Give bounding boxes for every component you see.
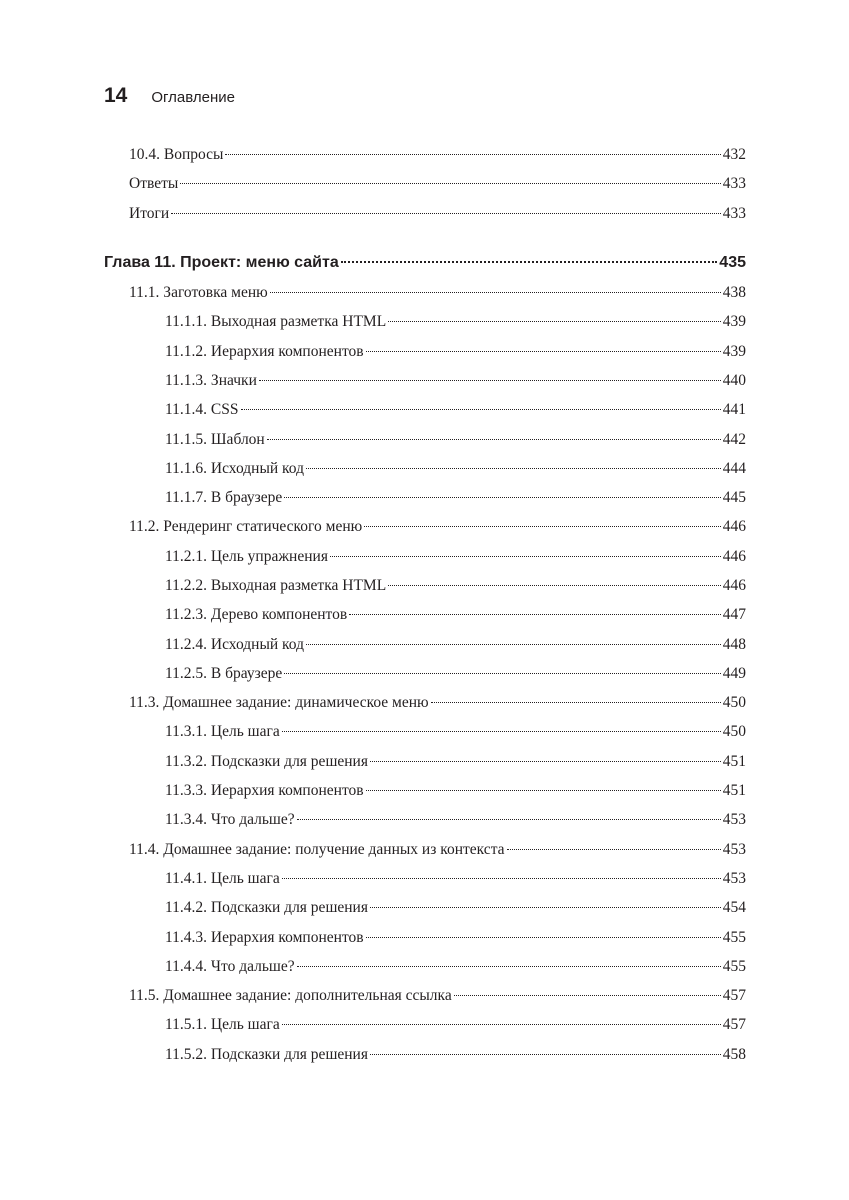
- toc-entry-title: 11.2.4. Исходный код: [165, 636, 304, 653]
- toc-entry-title: 11.4.4. Что дальше?: [165, 958, 295, 975]
- toc-entry-page: 453: [722, 870, 746, 887]
- toc-entry-title: 11.3.3. Иерархия компонентов: [165, 782, 364, 799]
- toc-entry-page: 448: [722, 636, 746, 653]
- toc-entry-page: 433: [722, 175, 746, 192]
- toc-entry-title: 11.3.2. Подсказки для решения: [165, 753, 368, 770]
- toc-entry-title: 11.1.5. Шаблон: [165, 431, 265, 448]
- dot-leader: [454, 995, 721, 996]
- toc-entry: [165, 870, 746, 892]
- toc-entry-title: 11.1.4. CSS: [165, 401, 239, 418]
- toc-entry: [165, 899, 746, 921]
- toc-entry-title: 11.2.1. Цель упражнения: [165, 548, 328, 565]
- dot-leader: [241, 409, 721, 410]
- toc-entry-title: 11.5.1. Цель шага: [165, 1016, 280, 1033]
- dot-leader: [259, 380, 721, 381]
- dot-leader: [297, 819, 721, 820]
- toc-entry-title: 11.4.2. Подсказки для решения: [165, 899, 368, 916]
- dot-leader: [370, 907, 721, 908]
- toc-entry-page: 439: [722, 313, 746, 330]
- toc-entry-page: 441: [722, 401, 746, 418]
- toc-entry: [129, 175, 746, 197]
- dot-leader: [284, 497, 721, 498]
- dot-leader: [180, 183, 720, 184]
- toc-entry-page: 455: [722, 929, 746, 946]
- toc-entry-page: 458: [722, 1046, 746, 1063]
- toc-entry-title: 11.3. Домашнее задание: динамическое меню: [129, 694, 429, 711]
- toc-entry-title: 11.2.2. Выходная разметка HTML: [165, 577, 387, 594]
- toc-entry-page: 447: [722, 606, 746, 623]
- toc-entry: [165, 782, 746, 804]
- toc-entry: [165, 958, 746, 980]
- toc-entry-title: 11.4.3. Иерархия компонентов: [165, 929, 364, 946]
- running-header-title: Оглавление: [151, 89, 235, 106]
- toc-entry-title: 11.2.5. В браузере: [165, 665, 283, 682]
- toc-entry-title: Глава 11. Проект: меню сайта: [104, 254, 339, 271]
- toc-entry-title: 11.1.2. Иерархия компонентов: [165, 343, 364, 360]
- toc-entry: [165, 1016, 746, 1038]
- toc-entry-page: 453: [722, 841, 746, 858]
- toc-entry-title: 11.2. Рендеринг статического меню: [129, 518, 363, 535]
- toc-entry-title: 10.4. Вопросы: [129, 146, 224, 163]
- toc-entry-title: 11.1.6. Исходный код: [165, 460, 304, 477]
- toc-entry-page: 433: [722, 205, 746, 222]
- dot-leader: [330, 556, 721, 557]
- dot-leader: [341, 261, 718, 263]
- dot-leader: [282, 731, 721, 732]
- toc-entry-title: 11.4.1. Цель шага: [165, 870, 280, 887]
- toc-entry-page: 453: [722, 811, 746, 828]
- toc-entry-page: 439: [722, 343, 746, 360]
- toc-entry: [165, 489, 746, 511]
- toc-entry-page: 444: [722, 460, 746, 477]
- dot-leader: [225, 154, 720, 155]
- dot-leader: [366, 351, 721, 352]
- toc-chapter-entry: [104, 254, 746, 276]
- page-header: [104, 84, 235, 114]
- toc-entry: [165, 1046, 746, 1068]
- toc-entry: [129, 205, 746, 227]
- page-number: 14: [104, 84, 128, 107]
- toc-entry: [129, 694, 746, 716]
- toc-entry-page: 438: [722, 284, 746, 301]
- toc-entry-title: 11.1.7. В браузере: [165, 489, 283, 506]
- dot-leader: [349, 614, 721, 615]
- toc-entry-page: 457: [722, 987, 746, 1004]
- toc-entry: [165, 665, 746, 687]
- toc-entry-title: 11.1.1. Выходная разметка HTML: [165, 313, 387, 330]
- dot-leader: [282, 1024, 721, 1025]
- toc-entry-title: 11.1. Заготовка меню: [129, 284, 268, 301]
- toc-entry-page: 454: [722, 899, 746, 916]
- toc-entry-page: 446: [722, 518, 746, 535]
- dot-leader: [171, 213, 721, 214]
- toc-entry: [165, 811, 746, 833]
- toc-entry: [129, 518, 746, 540]
- toc-entry: [165, 343, 746, 365]
- dot-leader: [370, 1054, 721, 1055]
- toc-entry-page: 442: [722, 431, 746, 448]
- dot-leader: [297, 966, 721, 967]
- toc-entry-title: 11.1.3. Значки: [165, 372, 257, 389]
- toc-entry-page: 440: [722, 372, 746, 389]
- toc-entry-page: 449: [722, 665, 746, 682]
- toc-entry-page: 451: [722, 753, 746, 770]
- toc-entry-title: Ответы: [129, 175, 179, 192]
- toc-entry-page: 435: [719, 254, 746, 271]
- dot-leader: [267, 439, 721, 440]
- dot-leader: [366, 790, 721, 791]
- toc-entry-page: 450: [722, 723, 746, 740]
- toc-entry: [165, 401, 746, 423]
- dot-leader: [282, 878, 721, 879]
- dot-leader: [306, 468, 721, 469]
- toc-entry-page: 450: [722, 694, 746, 711]
- dot-leader: [388, 321, 721, 322]
- toc-entry: [165, 753, 746, 775]
- toc-entry-title: 11.3.4. Что дальше?: [165, 811, 295, 828]
- toc-entry: [165, 577, 746, 599]
- toc-entry: [165, 460, 746, 482]
- dot-leader: [364, 526, 721, 527]
- toc-entry-title: Итоги: [129, 205, 170, 222]
- toc-entry-title: 11.3.1. Цель шага: [165, 723, 280, 740]
- dot-leader: [284, 673, 721, 674]
- toc-entry: [165, 723, 746, 745]
- dot-leader: [270, 292, 721, 293]
- toc-entry: [165, 606, 746, 628]
- toc-entry: [165, 929, 746, 951]
- dot-leader: [431, 702, 721, 703]
- toc-entry: [165, 548, 746, 570]
- toc-entry: [129, 284, 746, 306]
- toc-entry-page: 446: [722, 577, 746, 594]
- toc-entry: [165, 372, 746, 394]
- dot-leader: [306, 644, 721, 645]
- dot-leader: [366, 937, 721, 938]
- toc-entry-title: 11.4. Домашнее задание: получение данных из контекста: [129, 841, 505, 858]
- toc-entry-page: 446: [722, 548, 746, 565]
- toc-entry-title: 11.5. Домашнее задание: дополнительная ссылка: [129, 987, 452, 1004]
- toc-entry: [165, 636, 746, 658]
- toc-entry-title: 11.2.3. Дерево компонентов: [165, 606, 348, 623]
- toc-entry-page: 445: [722, 489, 746, 506]
- dot-leader: [388, 585, 721, 586]
- toc-entry: [165, 313, 746, 335]
- toc-entry: [165, 431, 746, 453]
- toc-entry: [129, 841, 746, 863]
- toc-entry: [129, 987, 746, 1009]
- dot-leader: [507, 849, 721, 850]
- toc-entry-page: 455: [722, 958, 746, 975]
- toc-entry-page: 432: [722, 146, 746, 163]
- toc-entry-page: 457: [722, 1016, 746, 1033]
- dot-leader: [370, 761, 721, 762]
- toc-entry-title: 11.5.2. Подсказки для решения: [165, 1046, 368, 1063]
- toc-entry: [129, 146, 746, 168]
- toc-entry-page: 451: [722, 782, 746, 799]
